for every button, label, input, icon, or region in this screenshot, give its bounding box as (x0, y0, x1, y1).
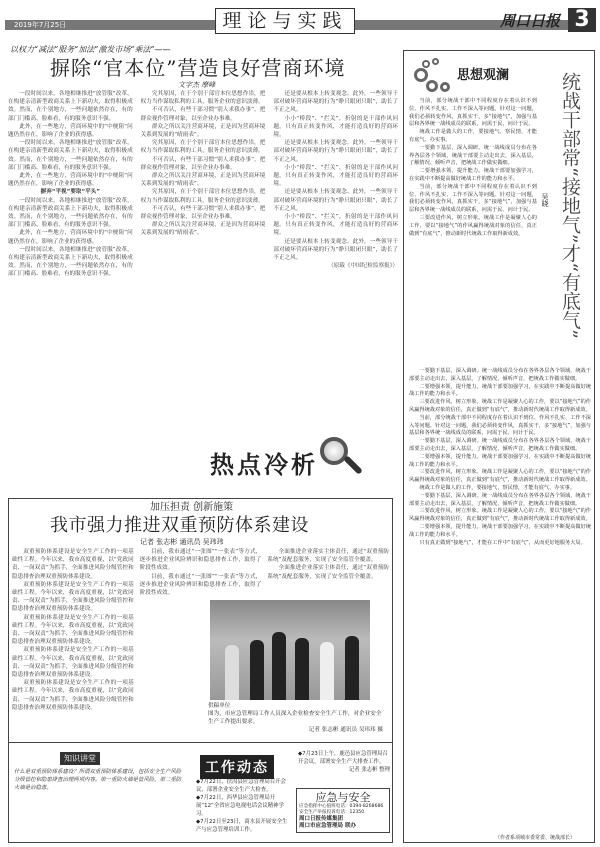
issue-date: 2019年7月25日 (14, 21, 67, 29)
inspection-photo (210, 600, 370, 700)
column: 双重预防体系建设是安全生产工作的一项基础性工程。今年以来，我市高度重视，以“党政同责、一岗双责”为抓手，全面推进风险分级管控和隐患排查治理双重预防体系建设。 双重预防体系建设是安全生产工作的一项基础性工程。今年以来，我市高度重视，以“党政同责、一岗双责”为抓手，全面推进风险分级管控和隐患排查治理双重预防体系建设。 双重预防体系建设是安全生产工作的一项基础性工程。今年以来，我市高度重视，以“党政同责、一岗双责”为抓手，全面推进风险分级管控和隐患排查治理双重预防体系建设。 双重预防体系建设是安全生产工作的一项基础性工程。今年以来，我市高度重视，以“党政同责、一岗双责”为抓手，全面推进风险分级管控和隐患排查治理双重预防体系建设。 双重预防体系建设是安全生产工作的一项基础性工程。今年以来，我市高度重视，以“党政同责、一岗双责”为抓手，全面推进风险分级管控和隐患排查治理双重预防体系建设。 (12, 549, 134, 711)
divider (8, 742, 393, 743)
column: 还是要从根本上转变观念。此外，一些领导干部对破坏营商环境的行为“睁只眼闭只眼”，助长了不正之风。 小小“桥段”、“拦关”，折射的是干部作风问题。只有真正转变作风，才能打造良好的营商环境。 还是要从根本上转变观念。此外，一些领导干部对破坏营商环境的行为“睁只眼闭只眼”，助长了不正之风。 小小“桥段”、“拦关”，折射的是干部作风问题。只有真正转变作风，才能打造良好的营商环境。 还是要从根本上转变观念。此外，一些领导干部对破坏营商环境的行为“睁只眼闭只眼”，助长了不正之风。 小小“桥段”、“拦关”，折射的是干部作风问题。只有真正转变作风，才能打造良好的营商环境。 还是要从根本上转变观念。此外，一些领导干部对破坏营商环境的行为“睁只眼闭只眼”，助长了不正之风。 （原载《中国纪检监察报》） (273, 91, 399, 270)
column: 全面推进企业落实主体责任，通过“双重预防系统”及配套服务，实现了安全监管全覆盖。 全面推进企业落实主体责任，通过“双重预防系统”及配套服务，实现了安全监管全覆盖。 (267, 549, 390, 580)
lead-source: （原载《中国纪检监察报》） (328, 263, 399, 270)
opinion-body-top: 当前，部分统战干部中不同程度存在着认识不到位、作风不扎实、工作不深入等问题。针对这一问题，我们必须转变作风，真抓实干，多“接地气”，加强与基层和各界统一战线成员的联系，问需于民、问计于民。 统战工作是做人的工作，要接地气、察民情，才能有底气、办实事。 一要勤下基层，深入调研。统一战线成员分布在各界各层各个领域，统战干部要主动走出去，深入基层，了解情况、倾听声音，把统战工作做实做细。 二要增强本领，提升能力。统战干部要加强学习，在实践中不断提高做好统战工作的能力和水平。 当前，部分统战干部中不同程度存在着认识不到位、作风不扎实、工作不深入等问题。针对这一问题，我们必须转变作风，真抓实干，多“接地气”，加强与基层和各界统一战线成员的联系，问需于民、问计于民。 三要改进作风，树立形象。统战工作是凝聚人心的工作，要以“接地气”的作风赢得统战对象的信任，真正做到“有底气”，推动新时代统战工作取得新成效。 (409, 98, 537, 237)
work-news-list: ◆7月22日，扶沟县应急管理局召开会议，部署企业安全生产大检查。 ◆7月22日，西华县应急管理局开展“12”全省应急电视电话会议精神学习。 ◆7月22日至23日，商水县开展安全生产与应急管理培训工作。 (196, 779, 288, 833)
photo-caption: 供稿单位 图为，市应急管理局工作人员深入企业检查安全生产工作，对企业安全生产工作提出要求。 记者 张志彬 通讯员 吴玮玮 摄 (208, 703, 383, 733)
work-news-title: 工作动态 (200, 755, 274, 779)
newspaper-logo: 周口日报 (500, 12, 561, 30)
lead-byline: 文字杰 摩峰 (178, 81, 216, 89)
safety-headline: 我市强力推进双重预防体系建设 (50, 515, 309, 536)
safety-subtitle: 加压担责 创新施策 (150, 502, 234, 513)
section-title: 理论与实践 (215, 8, 355, 34)
emergency-safety-ad: 应急与安全 应急指挥中心值班电话：0394-8268686 安全生产举报投诉电话：12350 周口日报传媒集团 周口市应急管理局 联办 (296, 788, 390, 833)
column: 目前，我市通过“一张图”“一张表”等方式，逐步推进企业风险辨识和隐患排查工作，取得了阶段性成效。 目前，我市通过“一张图”“一张表”等方式，逐步推进企业风险辨识和隐患排查工作，取得了阶段性成效。 (139, 549, 262, 597)
hot-topic-banner: 热点冷析 (210, 450, 318, 479)
knowledge-body: 什么是双重预防体系建设？所谓双重预防体系建设，包括安全生产风险分级管控和隐患排查治理两项内容。第一重防火墙是管风险，第二重防火墙是治隐患。 (14, 769, 182, 791)
lead-article-body (8, 90, 398, 410)
safety-byline: 记者 张志彬 通讯员 吴玮玮 (140, 538, 224, 546)
opinion-column-name: 思想观澜 (457, 68, 510, 83)
opinion-headline: 统战干部常“接地气”才“有底气” (559, 72, 581, 339)
work-news-right: ◆7月23日上午，鹿邑县应急管理局召开会议，部署安全生产大排查工作。 记者 张志彬 整理 (298, 751, 390, 773)
rings-logo-icon (412, 58, 457, 98)
opinion-author: 吴晓 (541, 193, 549, 207)
knowledge-label: 知识讲堂 (60, 752, 100, 765)
column: 究其原因，在于个别干部官本位思想作祟，把权力当作谋取私利的工具，服务企业的意识淡薄。 不可否认，有些干部习惯“别人求我办事”，把群众视作管理对象，以至企业办事难。 群众之所以关注营商环境，正是因为营商环境关系到发展的“晴雨表”。 究其原因，在于个别干部官本位思想作祟，把权力当作谋取私利的工具，服务企业的意识淡薄。 不可否认，有些干部习惯“别人求我办事”，把群众视作管理对象，以至企业办事难。 群众之所以关注营商环境，正是因为营商环境关系到发展的“晴雨表”。 究其原因，在于个别干部官本位思想作祟，把权力当作谋取私利的工具，服务企业的意识淡薄。 不可否认，有些干部习惯“别人求我办事”，把群众视作管理对象，以至企业办事难。 群众之所以关注营商环境，正是因为营商环境关系到发展的“晴雨表”。 (140, 91, 266, 237)
lead-headline: 摒除“官本位”营造良好营商环境 (50, 56, 346, 80)
magnifier-handle-icon (343, 455, 363, 475)
lead-kicker: 以权力“减法”服务“加法”激发市场“乘法”—— (10, 45, 171, 54)
subheading: 摒弃“平视”要取“平头” (40, 189, 101, 196)
opinion-source: （作者系项城市委常委、统战部长） (495, 835, 576, 841)
page-number: 3 (568, 8, 596, 32)
column: 一段时间以来，各地相继推进“放管服”改革，在构建亲清新型政商关系上下新功夫，取得积极成效。然而，在个别地方，一些问题依然存在，有的部门门槛高、脸难看，有的服务意识不强。 此外，在一些地方，营商环境中的“中梗阻”问题仍然存在，影响了企业的获得感。 一段时间以来，各地相继推进“放管服”改革，在构建亲清新型政商关系上下新功夫，取得积极成效。然而，在个别地方，一些问题依然存在，有的部门门槛高、脸难看，有的服务意识不强。 此外，在一些地方，营商环境中的“中梗阻”问题仍然存在，影响了企业的获得感。 摒弃“平视”要取“平头” 一段时间以来，各地相继推进“放管服”改革，在构建亲清新型政商关系上下新功夫，取得积极成效。然而，在个别地方，一些问题依然存在，有的部门门槛高、脸难看，有的服务意识不强。 此外，在一些地方，营商环境中的“中梗阻”问题仍然存在，影响了企业的获得感。 一段时间以来，各地相继推进“放管服”改革，在构建亲清新型政商关系上下新功夫，取得积极成效。然而，在个别地方，一些问题依然存在，有的部门门槛高、脸难看，有的服务意识不强。 (8, 91, 133, 278)
opinion-body-bottom: 一要勤下基层，深入调研。统一战线成员分布在各界各层各个领域，统战干部要主动走出去，深入基层，了解情况、倾听声音，把统战工作做实做细。 二要增强本领，提升能力。统战干部要加强学习，在实践中不断提高做好统战工作的能力和水平。 三要改进作风，树立形象。统战工作是凝聚人心的工作，要以“接地气”的作风赢得统战对象的信任，真正做到“有底气”，推动新时代统战工作取得新成效。 当前，部分统战干部中不同程度存在着认识不到位、作风不扎实、工作不深入等问题。针对这一问题，我们必须转变作风，真抓实干，多“接地气”，加强与基层和各界统一战线成员的联系，问需于民、问计于民。 一要勤下基层，深入调研。统一战线成员分布在各界各层各个领域，统战干部要主动走出去，深入基层，了解情况、倾听声音，把统战工作做实做细。 二要增强本领，提升能力。统战干部要加强学习，在实践中不断提高做好统战工作的能力和水平。 三要改进作风，树立形象。统战工作是凝聚人心的工作，要以“接地气”的作风赢得统战对象的信任，真正做到“有底气”，推动新时代统战工作取得新成效。 统战工作是做人的工作，要接地气、察民情，才能有底气、办实事。 一要勤下基层，深入调研。统一战线成员分布在各界各层各个领域，统战干部要主动走出去，深入基层，了解情况、倾听声音，把统战工作做实做细。 三要改进作风，树立形象。统战工作是凝聚人心的工作，要以“接地气”的作风赢得统战对象的信任，真正做到“有底气”，推动新时代统战工作取得新成效。 二要增强本领，提升能力。统战干部要加强学习，在实践中不断提高做好统战工作的能力和水平。 只有真正做到“接地气”，才能在工作中“有底气”，从而更好地服务大局。 (409, 368, 591, 546)
